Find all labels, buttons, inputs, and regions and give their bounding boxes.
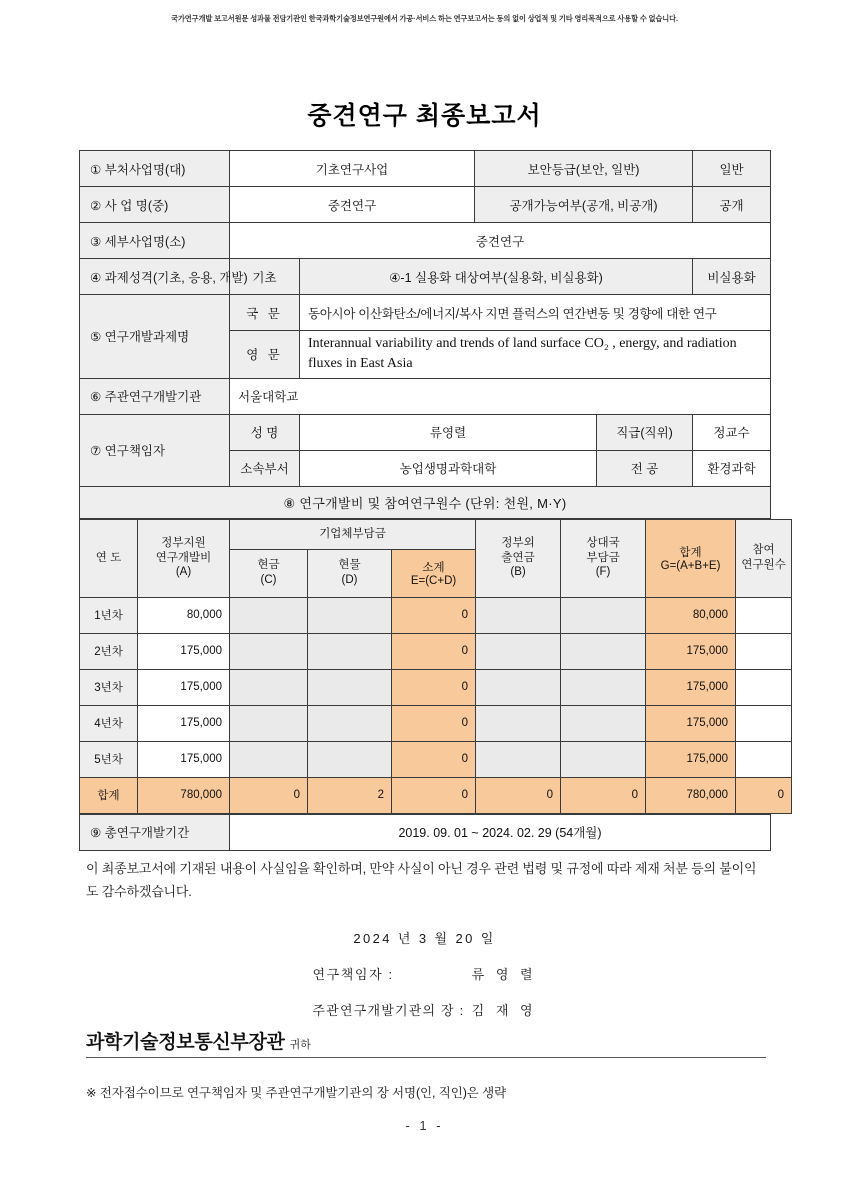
- cell-year: 2년차: [80, 633, 138, 669]
- budget-total-row: [80, 777, 792, 813]
- col-total-line1: 합계: [679, 547, 702, 560]
- cell-partner: 0: [561, 777, 646, 813]
- table-row: [80, 597, 792, 633]
- col-nongov-line2: 출연금: [501, 551, 535, 564]
- cell-partner: [561, 741, 646, 777]
- table-row: [80, 223, 771, 259]
- cell-gov-fund: 175,000: [138, 741, 230, 777]
- cell-subtotal: 0: [392, 777, 476, 813]
- cell-subtotal: 0: [392, 597, 476, 633]
- row7-label: ⑦ 연구책임자: [80, 414, 230, 486]
- page-number: - 1 -: [405, 1118, 444, 1133]
- col-researchers-line1: 참여: [752, 544, 775, 557]
- table-row: [80, 486, 771, 518]
- cell-researchers: [736, 705, 792, 741]
- table-row: [80, 151, 771, 187]
- row4-sub-value: 비실용화: [693, 259, 771, 295]
- cell-inkind: [308, 633, 392, 669]
- cell-researchers: 0: [736, 777, 792, 813]
- col-subtotal-line2: E=(C+D): [410, 575, 457, 588]
- cell-inkind: 2: [308, 777, 392, 813]
- cell-year: 5년차: [80, 741, 138, 777]
- col-partner: [561, 519, 646, 597]
- confirmation-statement: 이 최종보고서에 기재된 내용이 사실임을 확인하며, 만약 사실이 아닌 경우 관련 법령 및 규정에 따라 제재 처분 등의 불이익도 감수하겠습니다.: [86, 861, 757, 899]
- row1-label: ① 부처사업명(대): [80, 151, 230, 187]
- row7-dept-label: 소속부서: [230, 450, 300, 486]
- table-row: [80, 295, 771, 331]
- disclaimer-text: 국가연구개발 보고서원문 성과물 전담기관인 한국과학기술정보연구원에서 가공·서비스 하는 연구보고서는 동의 없이 상업적 및 기타 영리목적으로 사용할 수 없습니다.: [171, 13, 678, 24]
- col-partner-line1: 상대국: [586, 537, 620, 550]
- cell-gov-fund: 780,000: [138, 777, 230, 813]
- pi-name: 류 영 렬: [471, 967, 537, 982]
- row2-sub-value: 공개: [693, 187, 771, 223]
- row7-major-value: 환경과학: [693, 450, 771, 486]
- cell-year: 3년차: [80, 669, 138, 705]
- col-nongov: [476, 519, 561, 597]
- table-row: [80, 705, 792, 741]
- row6-label: ⑥ 주관연구개발기관: [80, 378, 230, 414]
- row1-sub-label: 보안등급(보안, 일반): [475, 151, 693, 187]
- row2-sub-label: 공개가능여부(공개, 비공개): [475, 187, 693, 223]
- row9-value: 2019. 09. 01 ~ 2024. 02. 29 (54개월): [230, 814, 771, 850]
- row3-value: 중견연구: [230, 223, 771, 259]
- cell-cash: [230, 741, 308, 777]
- cell-partner: [561, 705, 646, 741]
- row6-value: 서울대학교: [230, 378, 771, 414]
- cell-subtotal: 0: [392, 669, 476, 705]
- row1-value: 기초연구사업: [230, 151, 475, 187]
- cell-researchers: [736, 597, 792, 633]
- cell-cash: [230, 669, 308, 705]
- table-row: [80, 259, 771, 295]
- org-label: 주관연구개발기관의 장 :: [312, 1003, 465, 1018]
- signature-date: 2024 년 3 월 20 일: [353, 931, 496, 946]
- cell-total: 175,000: [646, 741, 736, 777]
- cell-year: 합계: [80, 777, 138, 813]
- cell-nongov: [476, 669, 561, 705]
- row7-major-label: 전 공: [597, 450, 693, 486]
- minister-addressee: [86, 1027, 766, 1058]
- cell-cash: [230, 705, 308, 741]
- col-company-burden: 기업체부담금: [230, 519, 476, 549]
- info-table: [79, 150, 771, 519]
- report-cover-table: [79, 150, 786, 851]
- table-row: [80, 414, 771, 450]
- cell-partner: [561, 633, 646, 669]
- cell-gov-fund: 175,000: [138, 669, 230, 705]
- table-row: [80, 378, 771, 414]
- cell-researchers: [736, 741, 792, 777]
- row9-label: ⑨ 총연구개발기간: [80, 814, 230, 850]
- table-row: [80, 814, 771, 850]
- table-row: [80, 633, 792, 669]
- page-title: 중견연구 최종보고서: [307, 102, 542, 130]
- budget-table: [79, 519, 792, 814]
- budget-section-title: ⑧ 연구개발비 및 참여연구원수 (단위: 천원, M·Y): [80, 486, 771, 518]
- cell-gov-fund: 175,000: [138, 705, 230, 741]
- cell-nongov: 0: [476, 777, 561, 813]
- cell-inkind: [308, 669, 392, 705]
- row2-value: 중견연구: [230, 187, 475, 223]
- row4-value: 기초: [230, 259, 300, 295]
- cell-nongov: [476, 597, 561, 633]
- cell-cash: 0: [230, 777, 308, 813]
- col-partner-line3: (F): [595, 566, 611, 579]
- col-cash: [230, 549, 308, 597]
- col-year: 연 도: [80, 519, 138, 597]
- minister-title: 과학기술정보통신부장관: [86, 1032, 285, 1053]
- cell-inkind: [308, 705, 392, 741]
- pi-signature-line: [0, 964, 849, 983]
- cell-partner: [561, 597, 646, 633]
- row5-en-label: 영 문: [230, 331, 300, 379]
- col-total: [646, 519, 736, 597]
- cell-total: 780,000: [646, 777, 736, 813]
- electronic-submission-note: ※ 전자접수이므로 연구책임자 및 주관연구개발기관의 장 서명(인, 직인)은 생략: [86, 1086, 507, 1100]
- org-head-signature-line: [0, 1000, 849, 1019]
- period-table: [79, 814, 771, 851]
- cell-subtotal: 0: [392, 705, 476, 741]
- row5-en-value: Interannual variability and trends of land surface CO₂ , energy, and radiation fluxes in East Asia: [300, 331, 771, 379]
- col-subtotal: [392, 549, 476, 597]
- row7-name-value: 류영렬: [300, 414, 597, 450]
- col-gov-fund-line3: (A): [175, 566, 192, 579]
- row7-rank-value: 정교수: [693, 414, 771, 450]
- cell-total: 80,000: [646, 597, 736, 633]
- pi-label: 연구책임자 :: [312, 967, 394, 982]
- col-gov-fund: [138, 519, 230, 597]
- cell-nongov: [476, 741, 561, 777]
- col-subtotal-line1: 소계: [422, 562, 445, 575]
- cell-researchers: [736, 669, 792, 705]
- cell-cash: [230, 633, 308, 669]
- row5-ko-value: 동아시아 이산화탄소/에너지/복사 지면 플럭스의 연간변동 및 경향에 대한 연구: [300, 295, 771, 331]
- cell-year: 1년차: [80, 597, 138, 633]
- col-gov-fund-line2: 연구개발비: [155, 551, 212, 564]
- cell-gov-fund: 80,000: [138, 597, 230, 633]
- cell-nongov: [476, 633, 561, 669]
- col-partner-line2: 부담금: [586, 551, 620, 564]
- table-row: [80, 187, 771, 223]
- cell-subtotal: 0: [392, 741, 476, 777]
- col-total-line2: G=(A+B+E): [660, 560, 721, 573]
- cell-gov-fund: 175,000: [138, 633, 230, 669]
- cell-total: 175,000: [646, 633, 736, 669]
- minister-underline: [86, 1057, 766, 1058]
- table-row: [80, 669, 792, 705]
- cell-total: 175,000: [646, 669, 736, 705]
- cell-cash: [230, 597, 308, 633]
- col-gov-fund-line1: 정부지원: [161, 537, 206, 550]
- org-name: 김 재 영: [471, 1003, 537, 1018]
- row3-label: ③ 세부사업명(소): [80, 223, 230, 259]
- table-row: [80, 741, 792, 777]
- cell-researchers: [736, 633, 792, 669]
- col-inkind-line2: (D): [341, 574, 358, 587]
- cell-partner: [561, 669, 646, 705]
- row5-label: ⑤ 연구개발과제명: [80, 295, 230, 379]
- row2-label: ② 사 업 명(중): [80, 187, 230, 223]
- row5-ko-label: 국 문: [230, 295, 300, 331]
- col-cash-line1: 현금: [257, 559, 280, 572]
- cell-total: 175,000: [646, 705, 736, 741]
- cell-inkind: [308, 597, 392, 633]
- cell-subtotal: 0: [392, 633, 476, 669]
- col-nongov-line1: 정부외: [501, 537, 535, 550]
- row7-rank-label: 직급(직위): [597, 414, 693, 450]
- cell-year: 4년차: [80, 705, 138, 741]
- col-inkind-line1: 현물: [338, 559, 361, 572]
- row7-name-label: 성 명: [230, 414, 300, 450]
- budget-header-row-1: [80, 519, 792, 549]
- col-nongov-line3: (B): [510, 566, 526, 579]
- row4-label: ④ 과제성격(기초, 응용, 개발): [80, 259, 230, 295]
- cell-inkind: [308, 741, 392, 777]
- row4-sub-label: ④-1 실용화 대상여부(실용화, 비실용화): [300, 259, 693, 295]
- row1-sub-value: 일반: [693, 151, 771, 187]
- col-cash-line2: (C): [260, 574, 277, 587]
- col-inkind: [308, 549, 392, 597]
- col-researchers: [736, 519, 792, 597]
- minister-suffix: 귀하: [289, 1039, 311, 1051]
- row7-dept-value: 농업생명과학대학: [300, 450, 597, 486]
- col-researchers-line2: 연구원수: [741, 559, 786, 572]
- cell-nongov: [476, 705, 561, 741]
